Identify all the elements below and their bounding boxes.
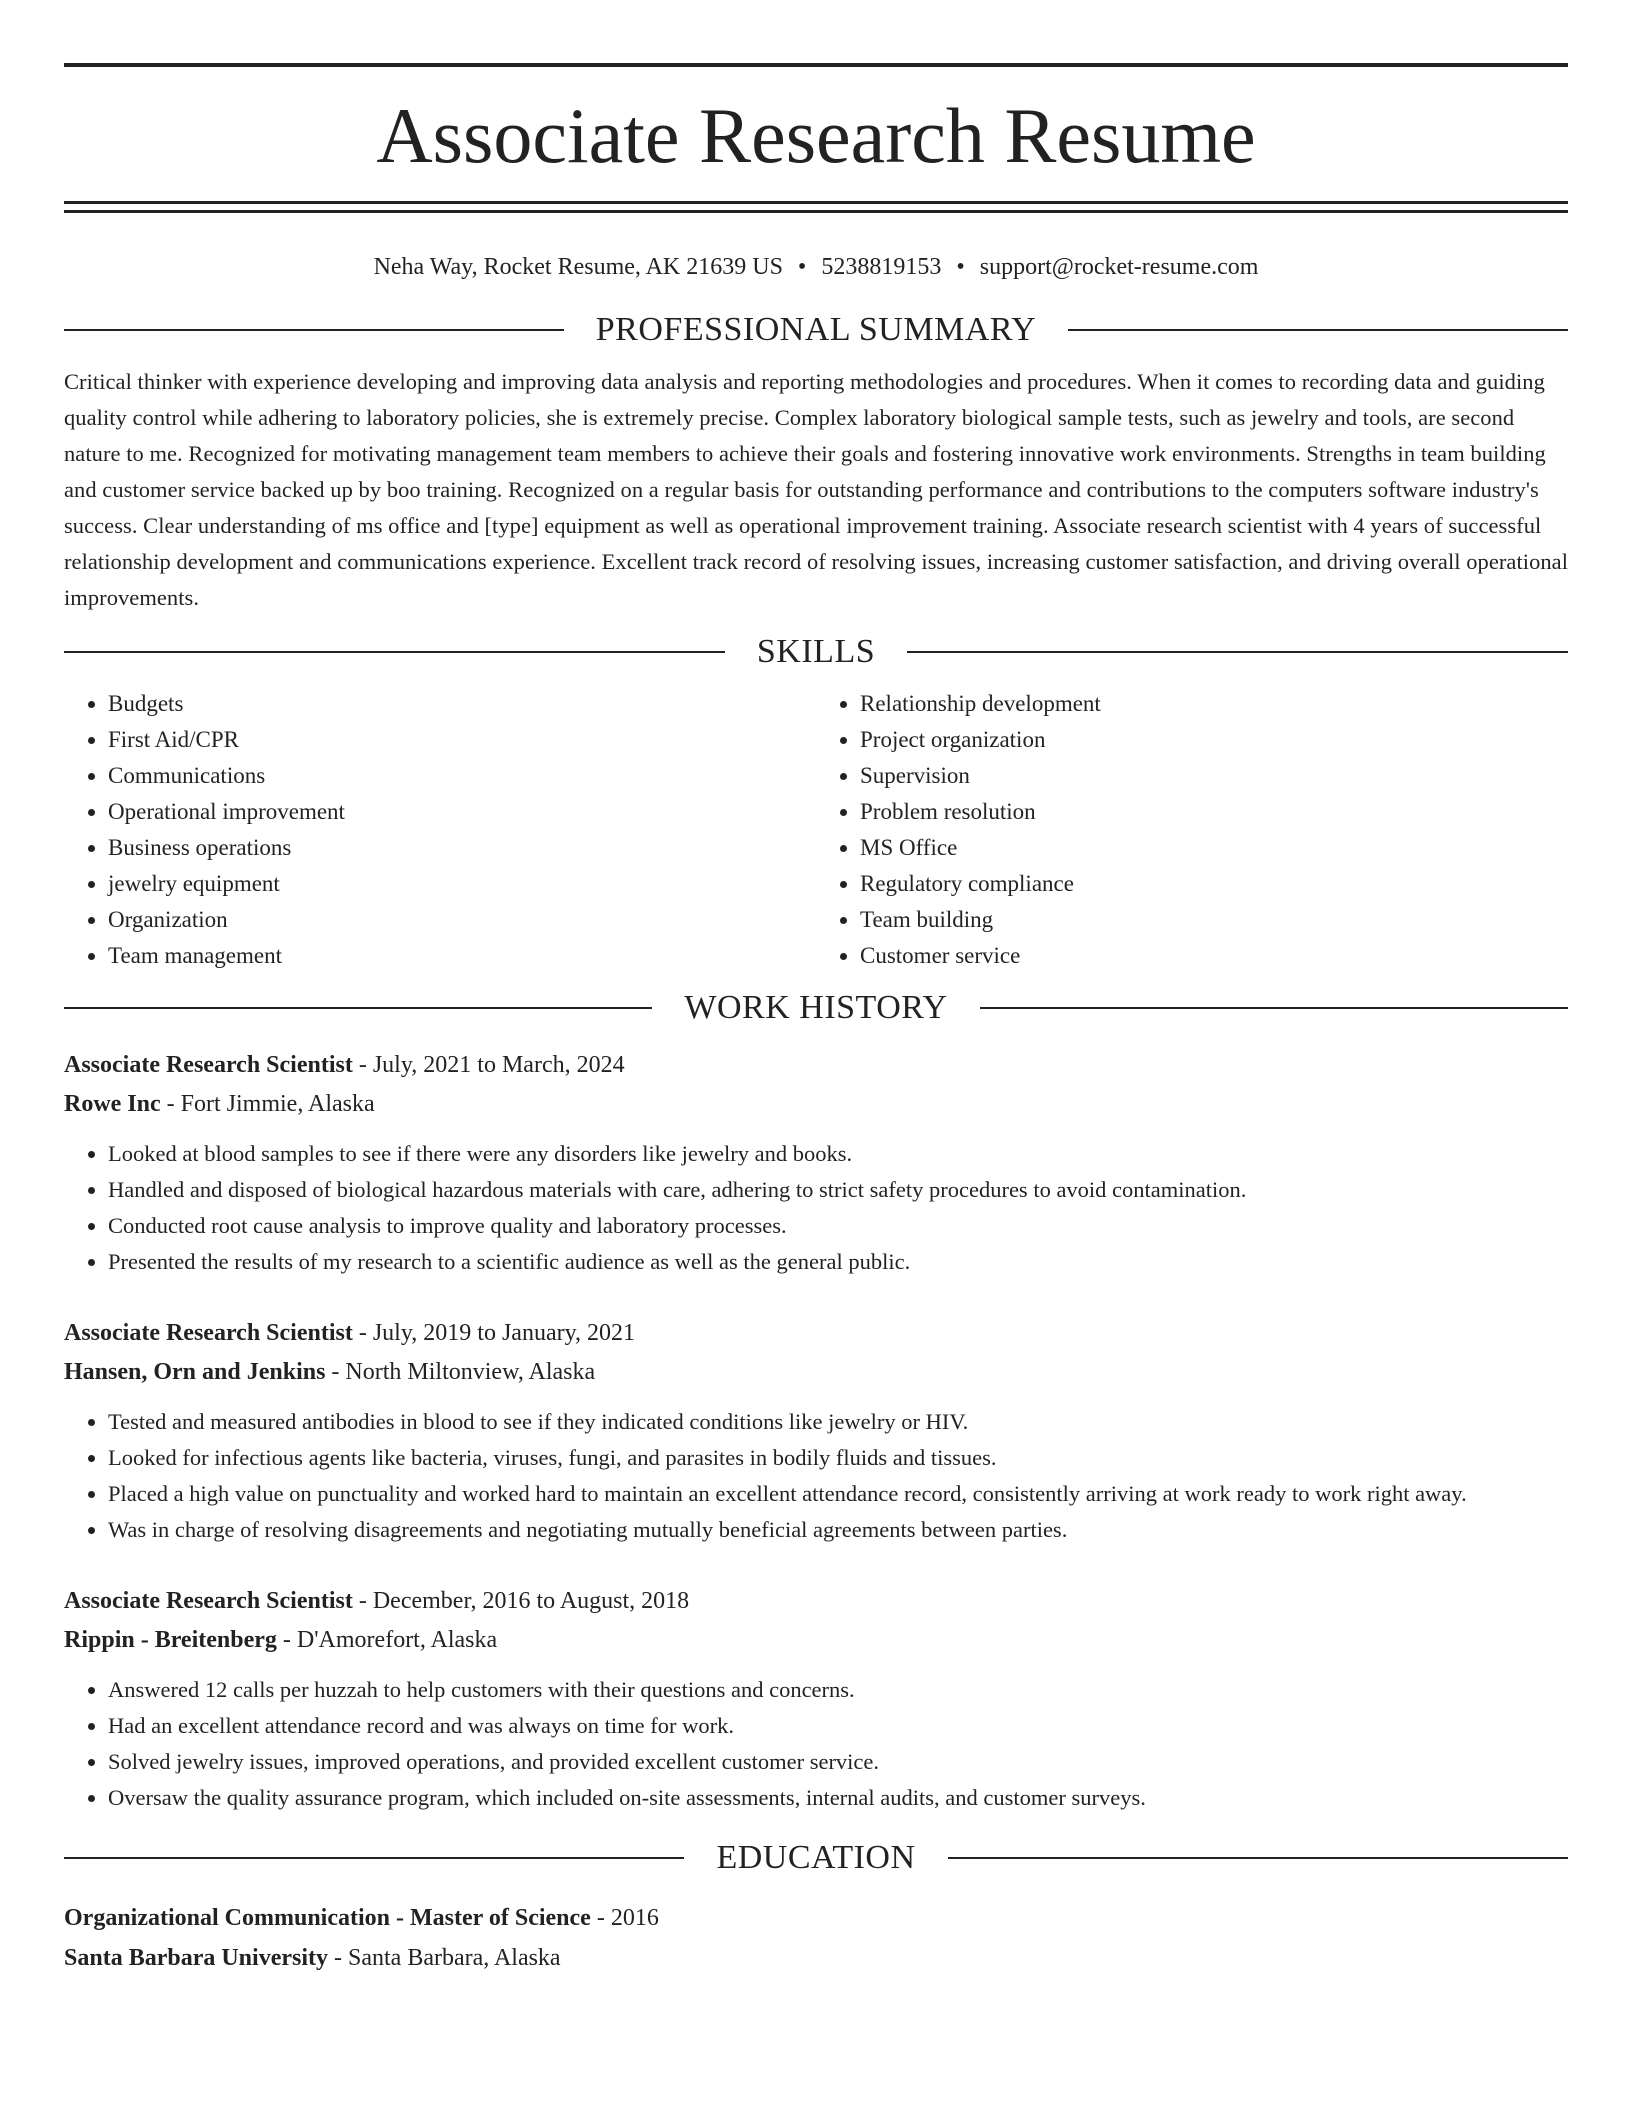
skills-heading-text: SKILLS	[756, 633, 876, 670]
job-entry	[64, 1314, 1568, 1548]
job-bullet: • Had an excellent attendance record and was always on time for work.	[108, 1708, 1568, 1744]
job-entry	[64, 1046, 1568, 1280]
contact-phone: 5238819153	[821, 254, 942, 280]
contact-separator: •	[956, 254, 965, 280]
skill-item: • MS Office	[860, 830, 1568, 866]
job-bullet: • Solved jewelry issues, improved operations, and provided excellent customer service.	[108, 1744, 1568, 1780]
job-bullet: • Handled and disposed of biological hazardous materials with care, adhering to strict safety procedures to avoid contamination.	[108, 1172, 1568, 1208]
job-bullets	[64, 1672, 1568, 1816]
skill-item: • First Aid/CPR	[108, 722, 816, 758]
job-title: Associate Research Scientist	[64, 1052, 353, 1078]
summary-heading	[64, 310, 1568, 350]
job-bullet: • Looked at blood samples to see if there were any disorders like jewelry and books.	[108, 1136, 1568, 1172]
job-bullet: • Presented the results of my research to a scientific audience as well as the general public.	[108, 1244, 1568, 1280]
education-heading-text: EDUCATION	[716, 1839, 916, 1876]
job-bullet: • Answered 12 calls per huzzah to help customers with their questions and concerns.	[108, 1672, 1568, 1708]
education-degree-line	[64, 1898, 1568, 1938]
skill-item: • Problem resolution	[860, 794, 1568, 830]
resume-page	[64, 0, 1568, 1978]
skill-item: • Project organization	[860, 722, 1568, 758]
job-location: - Fort Jimmie, Alaska	[160, 1091, 375, 1117]
job-bullet: • Looked for infectious agents like bacteria, viruses, fungi, and parasites in bodily fluids and tissues.	[108, 1440, 1568, 1476]
job-title-line	[64, 1046, 1568, 1085]
contact-email: support@rocket-resume.com	[979, 254, 1259, 280]
skill-item: • Relationship development	[860, 686, 1568, 722]
summary-heading-text: PROFESSIONAL SUMMARY	[595, 311, 1037, 348]
skill-item: • Operational improvement	[108, 794, 816, 830]
job-bullet: • Tested and measured antibodies in blood to see if they indicated conditions like jewelry or HIV.	[108, 1404, 1568, 1440]
skill-item: • Business operations	[108, 830, 816, 866]
job-company-line	[64, 1621, 1568, 1660]
skill-item: • Communications	[108, 758, 816, 794]
skill-item: • Organization	[108, 902, 816, 938]
job-company: Rippin - Breitenberg	[64, 1627, 277, 1653]
contact-line	[64, 252, 1568, 282]
contact-separator: •	[797, 254, 807, 280]
job-company: Rowe Inc	[64, 1091, 161, 1117]
job-location: - D'Amorefort, Alaska	[276, 1627, 498, 1653]
education-school-line	[64, 1938, 1568, 1978]
job-company-line	[64, 1353, 1568, 1392]
job-bullet: • Placed a high value on punctuality and worked hard to maintain an excellent attendance record, consistently arriving at work ready to work right away.	[108, 1476, 1568, 1512]
job-location: - North Miltonview, Alaska	[325, 1359, 596, 1385]
job-dates: - July, 2021 to March, 2024	[352, 1052, 625, 1078]
job-title: Associate Research Scientist	[64, 1320, 353, 1346]
education-school: Santa Barbara University	[64, 1945, 328, 1971]
job-title-line	[64, 1314, 1568, 1353]
skill-item: • Regulatory compliance	[860, 866, 1568, 902]
education-location: - Santa Barbara, Alaska	[328, 1945, 561, 1971]
job-bullet: • Oversaw the quality assurance program, which included on-site assessments, internal audits, and customer surveys.	[108, 1780, 1568, 1816]
job-dates: - July, 2019 to January, 2021	[352, 1320, 636, 1346]
job-title: Associate Research Scientist	[64, 1588, 353, 1614]
job-title-line	[64, 1582, 1568, 1621]
job-bullets	[64, 1136, 1568, 1280]
job-company-line	[64, 1085, 1568, 1124]
skills-list	[64, 686, 1568, 974]
education-heading	[64, 1838, 1568, 1878]
work-heading-text: WORK HISTORY	[684, 989, 948, 1026]
education-entry	[64, 1898, 1568, 1978]
skills-column-right	[816, 686, 1568, 974]
skills-heading	[64, 632, 1568, 672]
job-entry	[64, 1582, 1568, 1816]
skill-item: • Team building	[860, 902, 1568, 938]
work-history-list	[64, 1046, 1568, 1816]
skill-item: • Supervision	[860, 758, 1568, 794]
job-company: Hansen, Orn and Jenkins	[64, 1359, 326, 1385]
job-dates: - December, 2016 to August, 2018	[352, 1588, 690, 1614]
contact-address: Neha Way, Rocket Resume, AK 21639 US	[373, 254, 783, 280]
education-degree: Organizational Communication - Master of Science	[64, 1905, 591, 1931]
job-bullets	[64, 1404, 1568, 1548]
title-double-rule	[64, 201, 1568, 213]
job-bullet: • Conducted root cause analysis to improve quality and laboratory processes.	[108, 1208, 1568, 1244]
skills-column-left	[64, 686, 816, 974]
skill-item: • jewelry equipment	[108, 866, 816, 902]
skill-item: • Team management	[108, 938, 816, 974]
work-heading	[64, 988, 1568, 1028]
skill-item: • Budgets	[108, 686, 816, 722]
job-bullet: • Was in charge of resolving disagreements and negotiating mutually beneficial agreements between parties.	[108, 1512, 1568, 1548]
education-year: - 2016	[590, 1905, 659, 1931]
summary-paragraph: Critical thinker with experience developing and improving data analysis and reporting methodologies and procedures. When it comes to recording data and guiding quality control while adhering to laboratory policies, she is extremely precise. Complex laboratory biological sample tests, such as jewelry and tools, are second nature to me. Recognized for motivating management team members to achieve their goals and fostering innovative work environments. Strengths in team building and customer service backed up by boo training. Recognized on a regular basis for outstanding performance and contributions to the computers software industry's success. Clear understanding of ms office and [type] equipment as well as operational improvement training. Associate research scientist with 4 years of successful relationship development and communications experience. Excellent track record of resolving issues, increasing customer satisfaction, and driving overall operational improvements.	[64, 369, 1569, 610]
resume-title: Associate Research Resume	[376, 92, 1256, 179]
skill-item: • Customer service	[860, 938, 1568, 974]
